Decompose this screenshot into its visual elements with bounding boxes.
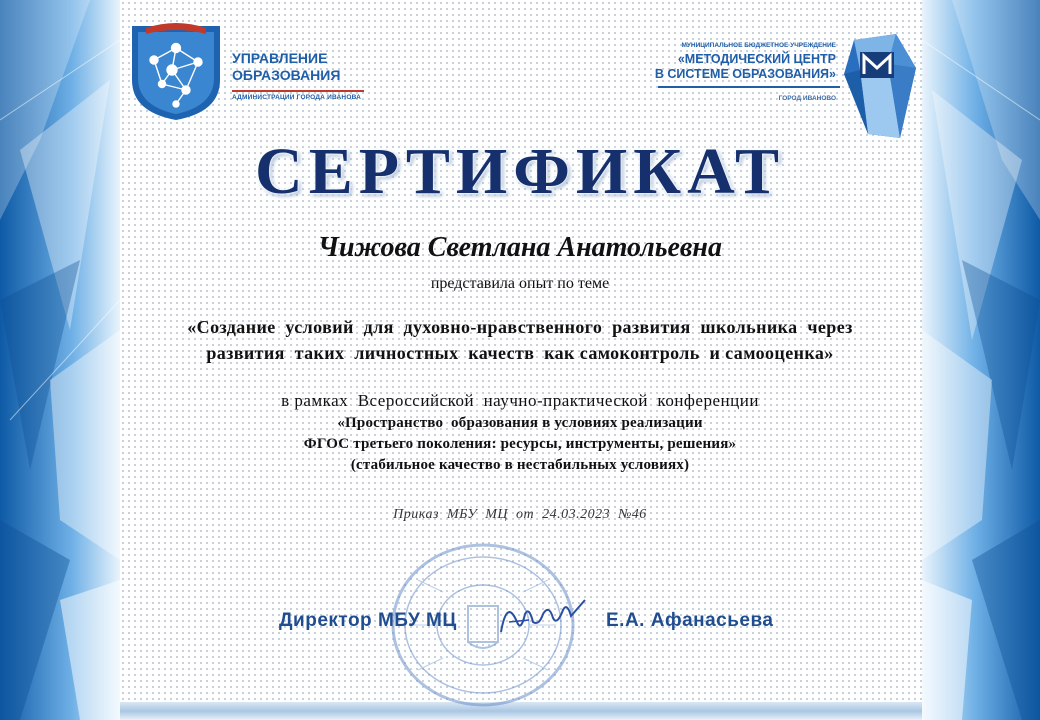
- conference-line3: (стабильное качество в нестабильных условиях): [350, 457, 690, 473]
- center-city: ГОРОД ИВАНОВО: [778, 95, 836, 102]
- conference-framework: в рамках Всероссийской научно-практической конференции: [281, 391, 759, 410]
- conference-title: [0, 413, 1040, 476]
- certificate-title: СЕРТИФИКАТ: [255, 135, 785, 208]
- handwritten-signature: [495, 592, 595, 642]
- crystal-emblem-icon: [840, 34, 918, 140]
- presented-text: представила опыт по теме: [430, 275, 610, 292]
- experience-theme: [0, 314, 1040, 366]
- education-department-logo: [128, 20, 368, 120]
- theme-line1: «Создание условий для духовно-нравственного развития школьника через: [187, 317, 853, 337]
- methodical-center-logo: [650, 34, 920, 144]
- center-name-line1: «МЕТОДИЧЕСКИЙ ЦЕНТР: [677, 52, 836, 66]
- department-name-line2: ОБРАЗОВАНИЯ: [232, 67, 341, 83]
- conference-line2: ФГОС третьего поколения: ресурсы, инструменты, решения»: [303, 436, 737, 452]
- center-divider: [658, 86, 840, 88]
- network-book-icon: [128, 20, 224, 120]
- signatory-role: Директор МБУ МЦ: [279, 610, 457, 631]
- center-name: [655, 52, 836, 82]
- center-name-line2: В СИСТЕМЕ ОБРАЗОВАНИЯ»: [654, 67, 836, 81]
- department-subtitle: АДМИНИСТРАЦИИ ГОРОДА ИВАНОВА: [232, 94, 362, 101]
- order-reference: Приказ МБУ МЦ от 24.03.2023 №46: [393, 507, 647, 522]
- conference-line1: «Пространство образования в условиях реализации: [337, 415, 703, 431]
- department-name: [232, 50, 340, 84]
- theme-line2: развития таких личностных качеств как самоконтроль и самооценка»: [206, 343, 834, 363]
- center-type: МУНИЦИПАЛЬНОЕ БЮДЖЕТНОЕ УЧРЕЖДЕНИЕ: [681, 42, 836, 49]
- signatory-name: Е.А. Афанасьева: [606, 610, 774, 631]
- department-divider: [232, 90, 364, 92]
- department-name-line1: УПРАВЛЕНИЕ: [232, 50, 328, 66]
- recipient-name: Чижова Светлана Анатольевна: [318, 232, 722, 263]
